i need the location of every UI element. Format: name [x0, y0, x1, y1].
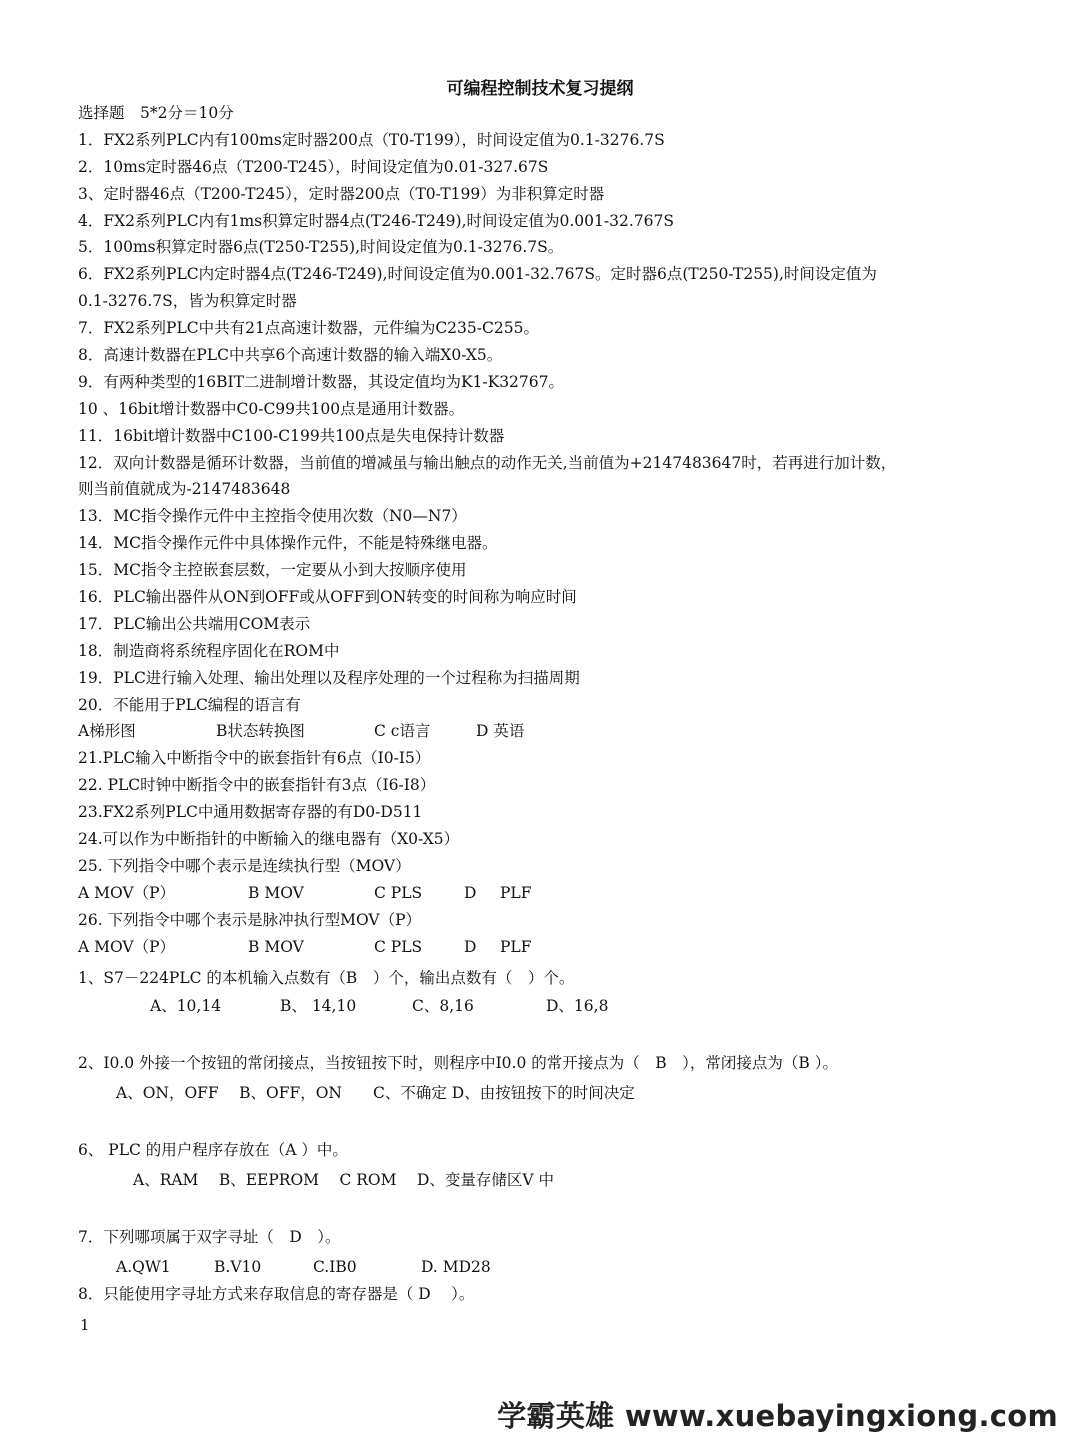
q20-options [78, 718, 1038, 745]
text-line: 选择题 5*2分＝10分 [78, 104, 234, 122]
s1-option-b: B、 14,10 [280, 997, 357, 1016]
q26-option-c: C PLS [374, 937, 423, 956]
q20-option-b: B状态转换图 [216, 722, 305, 741]
text-line: 16．PLC输出器件从ON到OFF或从OFF到ON转变的时间称为响应时间 [78, 588, 577, 607]
text-line: 10 、16bit增计数器中C0-C99共100点是通用计数器。 [78, 399, 465, 418]
s7-option-d: D. MD28 [421, 1257, 491, 1276]
text-line: 19．PLC进行输入处理、输出处理以及程序处理的一个过程称为扫描周期 [78, 668, 580, 687]
text-line: 13．MC指令操作元件中主控指令使用次数（N0—N7） [78, 507, 467, 526]
section2-question-6: 6、 PLC 的用户程序存放在（A ）中。 [78, 1141, 348, 1160]
q25-option-b: B MOV [248, 883, 304, 902]
s1-option-a: A、10,14 [150, 997, 222, 1016]
s7-option-b: B.V10 [214, 1257, 262, 1276]
text-line: 6．FX2系列PLC内定时器4点(T246-T249),时间设定值为0.001-32.767S。定时器6点(T250-T255),时间设定值为 [78, 265, 877, 284]
s7-option-a: A.QW1 [116, 1257, 171, 1276]
text-line: 7．FX2系列PLC中共有21点高速计数器，元件编为C235-C255。 [78, 319, 539, 338]
document-title: 可编程控制技术复习提纲 [446, 79, 634, 99]
line-group-2 [78, 745, 1038, 879]
page-number: 1 [80, 1316, 90, 1334]
q20-option-c: C c语言 [374, 722, 431, 741]
section2-question-2: 2、I0.0 外接一个按钮的常闭接点，当按钮按下时，则程序中I0.0 的常开接点为（ B ），常闭接点为（B ）。 [78, 1054, 838, 1073]
text-line: 8．高速计数器在PLC中共享6个高速计数器的输入端X0-X5。 [78, 346, 503, 365]
document-body [78, 100, 1038, 1308]
section2-question-7: 7．下列哪项属于双字寻址（ D ）。 [78, 1227, 341, 1246]
s7-option-c: C.IB0 [313, 1257, 357, 1276]
text-line: 3、定时器46点（T200-T245），定时器200点（T0-T199）为非积算定时器 [78, 184, 605, 203]
text-line: 1．FX2系列PLC内有100ms定时器200点（T0-T199），时间设定值为0.1-3276.7S [78, 130, 665, 149]
q20-option-a: A梯形图 [78, 722, 136, 741]
text-line: 21.PLC输入中断指令中的嵌套指针有6点（I0-I5） [78, 749, 431, 768]
text-line: 14．MC指令操作元件中具体操作元件，不能是特殊继电器。 [78, 534, 498, 553]
site-watermark: 学霸英雄 www.xuebayingxiong.com [497, 1399, 1058, 1433]
q26-option-b: B MOV [248, 937, 304, 956]
q26-option-d-text: PLF [500, 937, 532, 956]
text-line: 12．双向计数器是循环计数器，当前值的增减虽与输出触点的动作无关,当前值为+2147483647时，若再进行加计数， [78, 453, 897, 472]
text-line: 5．100ms积算定时器6点(T250-T255),时间设定值为0.1-3276.7S。 [78, 238, 564, 257]
s2-options: A、ON，OFF B、OFF，ON C、不确定 D、由按钮按下的时间决定 [116, 1084, 635, 1103]
q20-option-d: D 英语 [476, 722, 525, 741]
section2-question-8: 8．只能使用字寻址方式来存取信息的寄存器是（ D ）。 [78, 1284, 475, 1303]
text-line: 17．PLC输出公共端用COM表示 [78, 614, 311, 633]
q25-option-a: A MOV（P） [78, 883, 176, 902]
text-line: 0.1-3276.7S，皆为积算定时器 [78, 292, 297, 311]
s1-options [78, 993, 1038, 1020]
q26-options [78, 934, 1038, 961]
text-line: 20．不能用于PLC编程的语言有 [78, 695, 301, 714]
section2-question-1: 1、S7－224PLC 的本机输入点数有（B ）个，输出点数有（ ）个。 [78, 968, 575, 987]
text-line: 4．FX2系列PLC内有1ms积算定时器4点(T246-T249),时间设定值为0.001-32.767S [78, 211, 674, 230]
s7-options [78, 1254, 1038, 1281]
s6-options: A、RAM B、EEPROM C ROM D、变量存储区V 中 [133, 1170, 554, 1189]
q26-option-a: A MOV（P） [78, 937, 176, 956]
text-line: 25. 下列指令中哪个表示是连续执行型（MOV） [78, 856, 411, 875]
text-line: 23.FX2系列PLC中通用数据寄存器的有D0-D511 [78, 803, 423, 822]
text-line: 9．有两种类型的16BIT二进制增计数器，其设定值均为K1-K32767。 [78, 372, 565, 391]
s1-option-c: C、8,16 [412, 997, 474, 1016]
text-line: 18．制造商将系统程序固化在ROM中 [78, 641, 340, 660]
text-line: 则当前值就成为-2147483648 [78, 480, 291, 499]
text-line: 11．16bit增计数器中C100-C199共100点是失电保持计数器 [78, 426, 505, 445]
q25-option-c: C PLS [374, 883, 423, 902]
q25-option-d-text: PLF [500, 883, 532, 902]
s1-option-d: D、16,8 [546, 997, 609, 1016]
text-line: 2．10ms定时器46点（T200-T245），时间设定值为0.01-327.67S [78, 157, 549, 176]
text-line: 22. PLC时钟中断指令中的嵌套指针有3点（I6-I8） [78, 776, 436, 795]
q26-option-d: D [464, 937, 477, 956]
line-group-1 [78, 100, 1038, 718]
question-26: 26. 下列指令中哪个表示是脉冲执行型MOV（P） [78, 910, 422, 929]
q25-option-d: D [464, 883, 477, 902]
text-line: 15．MC指令主控嵌套层数，一定要从小到大按顺序使用 [78, 561, 467, 580]
text-line: 24.可以作为中断指针的中断输入的继电器有（X0-X5） [78, 830, 460, 849]
q25-options [78, 880, 1038, 907]
